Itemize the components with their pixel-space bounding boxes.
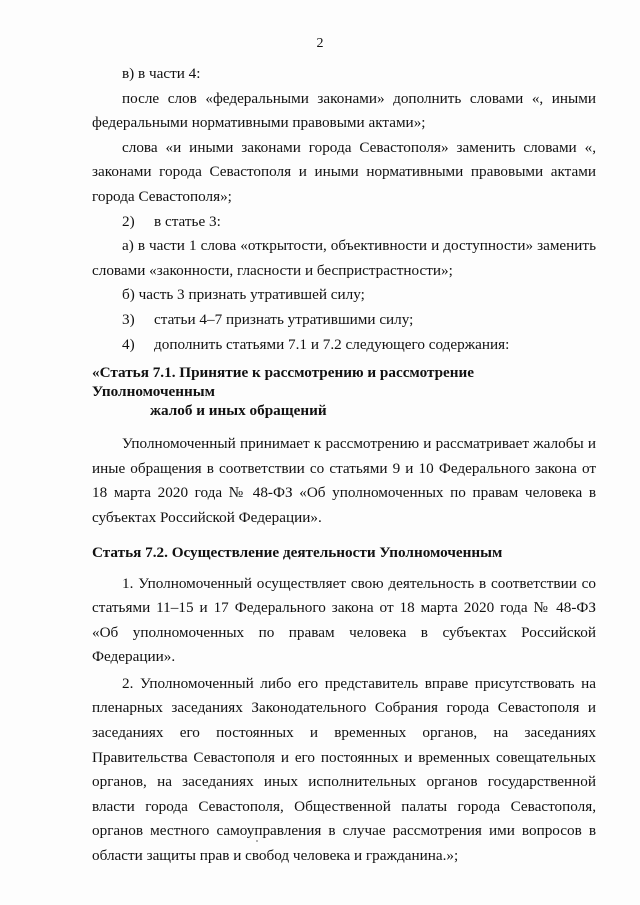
article-7-2-part-1: 1. Уполномоченный осуществляет свою деятельность в соответствии со статьями 11–15 и 17 Федерального закона от 18 марта 2020 года № 48-ФЗ «Об уполномоченных по правам человека в субъектах Российской Федерации». [92, 574, 596, 666]
list-item-2 [92, 210, 596, 235]
list-item-3 [92, 308, 596, 333]
list-item-number: 3) [122, 310, 135, 328]
article-7-2-part-2: 2. Уполномоченный либо его представитель вправе присутствовать на пленарных заседаниях Законодательного Собрания города Севастополя и заседаниях его постоянных и временных органов, на заседаниях Правительства Севастополя и его постоянных и временных совещательных органов, на заседаниях иных исполнительных органов государственной власти города Севастополя, Общественной палаты города Севастополя, органов местного самоуправления в случае рассмотрения ими вопросов в области защиты прав и свобод человека и гражданина.»; [92, 674, 596, 865]
list-item-text: в статье 3: [154, 212, 221, 230]
paragraph-subitem-a: а) в части 1 слова «открытости, объективности и доступности» заменить словами «законности, гласности и беспристрастности»; [92, 237, 596, 279]
document-body [92, 62, 596, 869]
list-item-number: 4) [122, 335, 135, 353]
scan-speck [256, 840, 258, 842]
article-7-2-heading: Статья 7.2. Осуществление деятельности Уполномоченным [92, 543, 503, 561]
article-7-1-body: Уполномоченный принимает к рассмотрению и рассматривает жалобы и иные обращения в соответствии со статьями 9 и 10 Федерального закона от 18 марта 2020 года № 48-ФЗ «Об уполномоченных по правам человека в субъектах Российской Федерации». [92, 435, 596, 526]
paragraph-subitem-b: б) часть 3 признать утратившей силу; [122, 286, 365, 304]
paragraph-after-words: после слов «федеральными законами» дополнить словами «, иными федеральными нормативными правовыми актами»; [92, 89, 596, 132]
article-7-1-heading-line1: «Статья 7.1. Принятие к рассмотрению и рассмотрение Уполномоченным [92, 364, 475, 401]
list-item-number: 2) [122, 212, 135, 230]
paragraph-replace-words: слова «и иными законами города Севастополя» заменить словами «, законами города Севастополя и иными нормативными правовыми актами города Севастополя»; [92, 138, 596, 205]
list-item-text: дополнить статьями 7.1 и 7.2 следующего содержания: [154, 335, 510, 353]
paragraph-subitem-v: в) в части 4: [122, 65, 201, 82]
list-item-text: статьи 4–7 признать утратившими силу; [154, 310, 414, 328]
list-item-4 [92, 333, 596, 358]
article-7-1-heading-line2: жалоб и иных обращений [150, 402, 327, 420]
article-7-1-heading [92, 363, 596, 420]
page-number: 2 [316, 36, 324, 51]
